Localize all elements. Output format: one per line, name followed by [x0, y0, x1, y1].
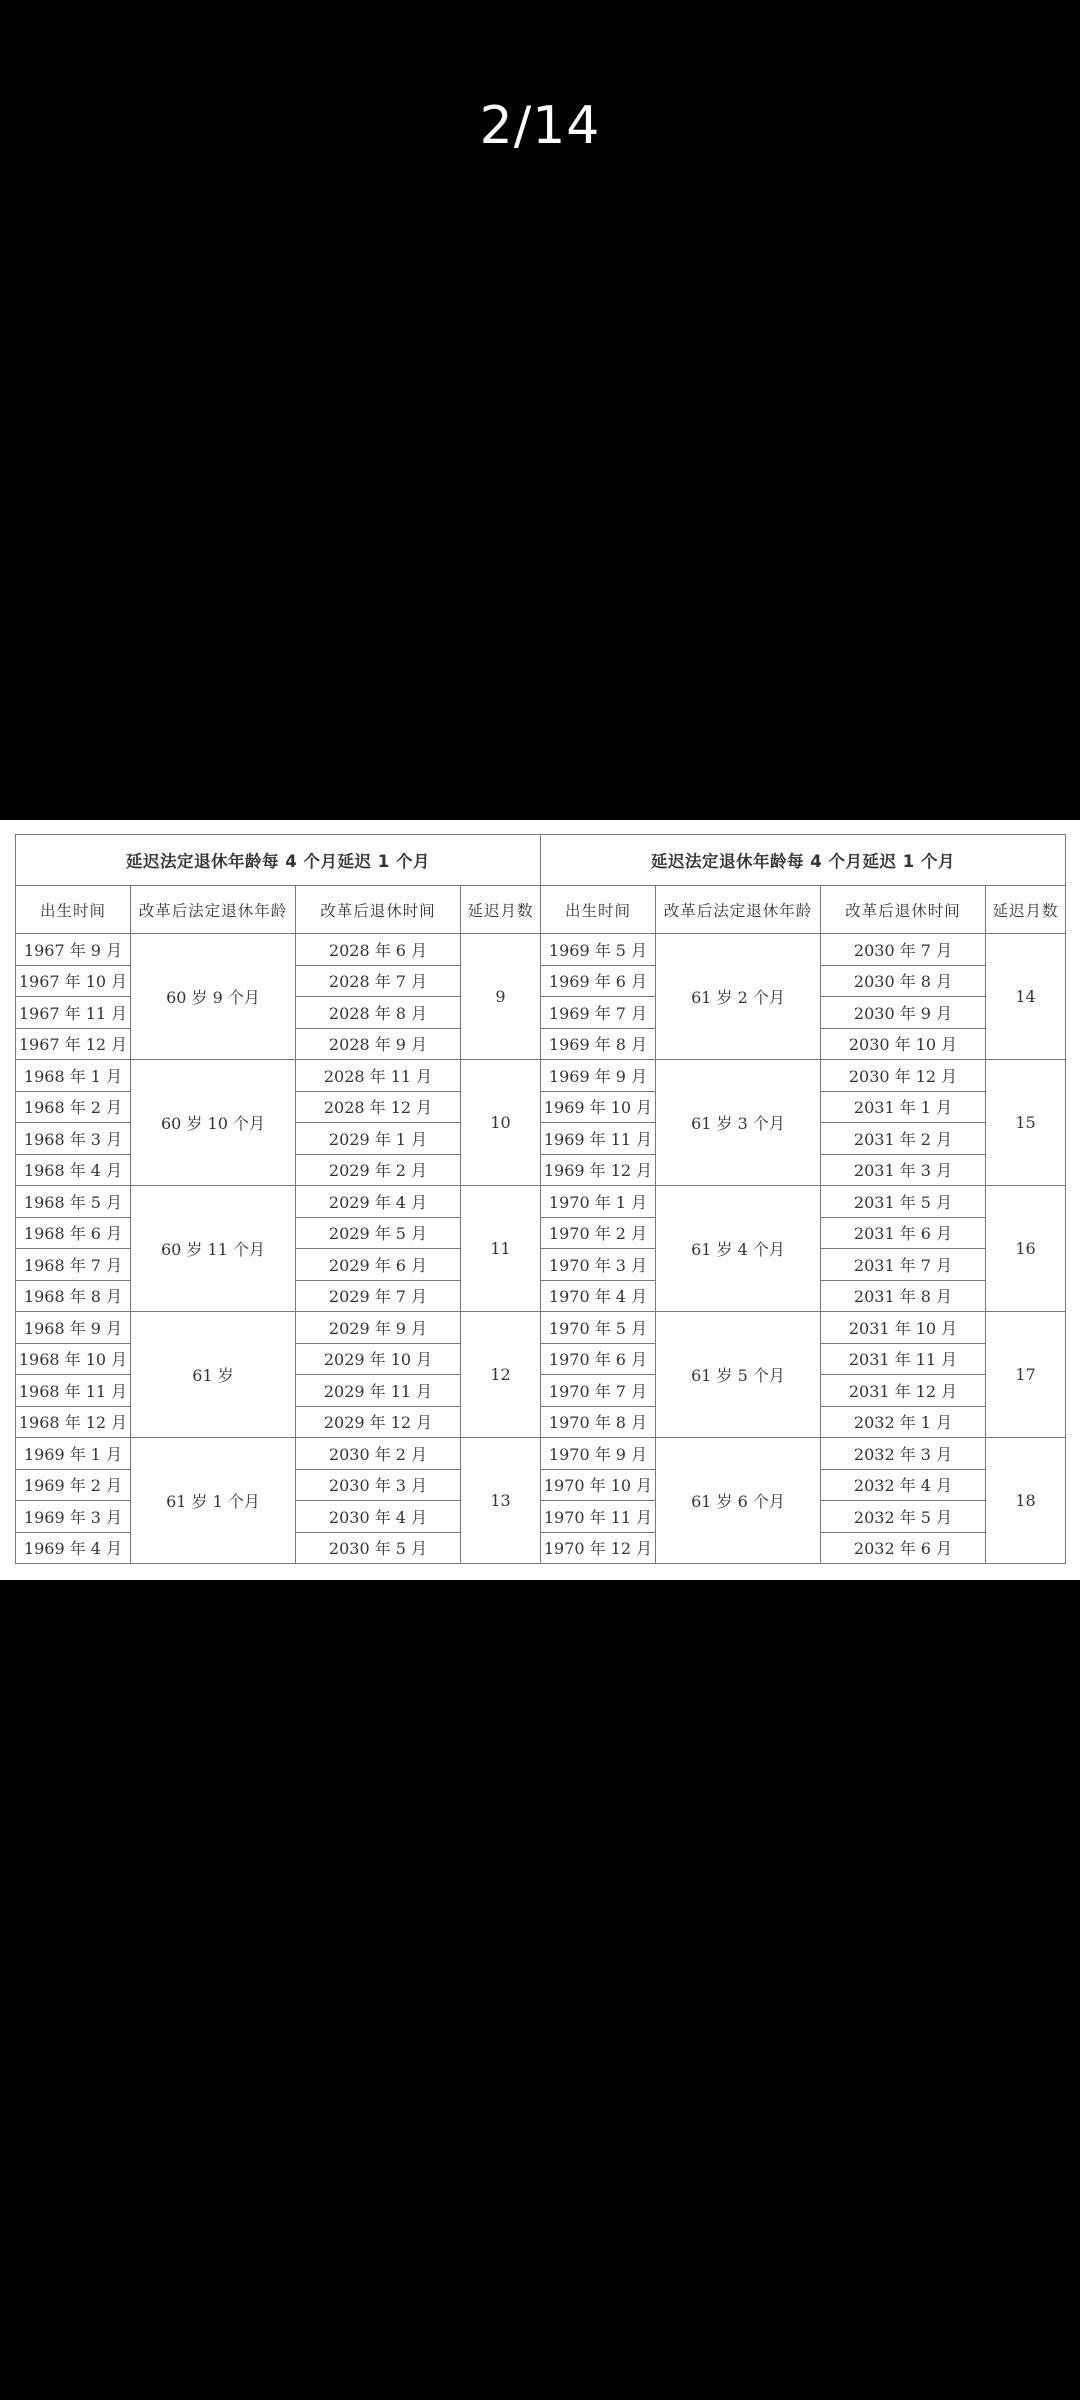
column-header: 延迟月数	[461, 886, 541, 934]
birth-date-cell: 1970 年 11 月	[541, 1501, 656, 1533]
retirement-age-cell: 61 岁 1 个月	[131, 1438, 296, 1564]
retirement-date-cell: 2028 年 9 月	[296, 1028, 461, 1060]
title-row	[541, 835, 1066, 886]
retirement-date-cell: 2029 年 1 月	[296, 1123, 461, 1155]
birth-date-cell: 1969 年 4 月	[16, 1532, 131, 1564]
birth-date-cell: 1970 年 1 月	[541, 1186, 656, 1218]
delay-months-cell: 18	[986, 1438, 1066, 1564]
column-header: 改革后退休时间	[821, 886, 986, 934]
birth-date-cell: 1969 年 8 月	[541, 1028, 656, 1060]
delay-months-cell: 17	[986, 1312, 1066, 1438]
birth-date-cell: 1970 年 12 月	[541, 1532, 656, 1564]
retirement-date-cell: 2031 年 2 月	[821, 1123, 986, 1155]
birth-date-cell: 1968 年 5 月	[16, 1186, 131, 1218]
delay-months-cell: 16	[986, 1186, 1066, 1312]
table-row	[16, 1312, 541, 1344]
retirement-date-cell: 2029 年 10 月	[296, 1343, 461, 1375]
retirement-date-cell: 2031 年 3 月	[821, 1154, 986, 1186]
retirement-age-cell: 60 岁 9 个月	[131, 934, 296, 1060]
table-row	[541, 934, 1066, 966]
column-header: 改革后法定退休年龄	[656, 886, 821, 934]
retirement-date-cell: 2029 年 4 月	[296, 1186, 461, 1218]
birth-date-cell: 1969 年 12 月	[541, 1154, 656, 1186]
delay-months-cell: 13	[461, 1438, 541, 1564]
retirement-date-cell: 2029 年 5 月	[296, 1217, 461, 1249]
table-row	[16, 1438, 541, 1470]
birth-date-cell: 1969 年 6 月	[541, 965, 656, 997]
birth-date-cell: 1970 年 10 月	[541, 1469, 656, 1501]
birth-date-cell: 1968 年 8 月	[16, 1280, 131, 1312]
birth-date-cell: 1970 年 5 月	[541, 1312, 656, 1344]
retirement-date-cell: 2031 年 12 月	[821, 1375, 986, 1407]
retirement-date-cell: 2030 年 8 月	[821, 965, 986, 997]
retirement-date-cell: 2031 年 6 月	[821, 1217, 986, 1249]
page-counter: 2/14	[479, 96, 601, 156]
retirement-date-cell: 2029 年 7 月	[296, 1280, 461, 1312]
retirement-age-cell: 61 岁 6 个月	[656, 1438, 821, 1564]
birth-date-cell: 1967 年 12 月	[16, 1028, 131, 1060]
retirement-table-left	[15, 834, 541, 1564]
retirement-date-cell: 2030 年 2 月	[296, 1438, 461, 1470]
column-header: 出生时间	[541, 886, 656, 934]
retirement-table-right	[540, 834, 1066, 1564]
delay-months-cell: 11	[461, 1186, 541, 1312]
retirement-date-cell: 2031 年 8 月	[821, 1280, 986, 1312]
image-viewer-photo[interactable]	[0, 820, 1080, 1580]
retirement-age-cell: 60 岁 10 个月	[131, 1060, 296, 1186]
table-row	[541, 1060, 1066, 1092]
birth-date-cell: 1969 年 3 月	[16, 1501, 131, 1533]
birth-date-cell: 1967 年 10 月	[16, 965, 131, 997]
retirement-tables	[15, 834, 1065, 1568]
retirement-date-cell: 2030 年 5 月	[296, 1532, 461, 1564]
column-header: 改革后法定退休年龄	[131, 886, 296, 934]
retirement-date-cell: 2028 年 7 月	[296, 965, 461, 997]
retirement-age-cell: 61 岁 5 个月	[656, 1312, 821, 1438]
table-row	[541, 1438, 1066, 1470]
birth-date-cell: 1968 年 6 月	[16, 1217, 131, 1249]
birth-date-cell: 1969 年 7 月	[541, 997, 656, 1029]
retirement-date-cell: 2030 年 3 月	[296, 1469, 461, 1501]
retirement-date-cell: 2032 年 4 月	[821, 1469, 986, 1501]
retirement-date-cell: 2032 年 3 月	[821, 1438, 986, 1470]
table-row	[16, 1060, 541, 1092]
retirement-date-cell: 2029 年 9 月	[296, 1312, 461, 1344]
retirement-age-cell: 61 岁 2 个月	[656, 934, 821, 1060]
retirement-date-cell: 2031 年 11 月	[821, 1343, 986, 1375]
retirement-age-cell: 61 岁 3 个月	[656, 1060, 821, 1186]
delay-months-cell: 15	[986, 1060, 1066, 1186]
retirement-date-cell: 2028 年 8 月	[296, 997, 461, 1029]
column-header: 改革后退休时间	[296, 886, 461, 934]
table-title: 延迟法定退休年龄每 4 个月延迟 1 个月	[16, 835, 541, 886]
retirement-date-cell: 2030 年 9 月	[821, 997, 986, 1029]
birth-date-cell: 1968 年 7 月	[16, 1249, 131, 1281]
birth-date-cell: 1968 年 2 月	[16, 1091, 131, 1123]
delay-months-cell: 12	[461, 1312, 541, 1438]
retirement-date-cell: 2029 年 11 月	[296, 1375, 461, 1407]
birth-date-cell: 1967 年 9 月	[16, 934, 131, 966]
table-row	[16, 934, 541, 966]
header-row	[541, 886, 1066, 934]
retirement-date-cell: 2029 年 6 月	[296, 1249, 461, 1281]
header-row	[16, 886, 541, 934]
birth-date-cell: 1970 年 8 月	[541, 1406, 656, 1438]
retirement-date-cell: 2030 年 12 月	[821, 1060, 986, 1092]
retirement-age-cell: 61 岁 4 个月	[656, 1186, 821, 1312]
birth-date-cell: 1968 年 11 月	[16, 1375, 131, 1407]
title-row	[16, 835, 541, 886]
retirement-age-cell: 60 岁 11 个月	[131, 1186, 296, 1312]
retirement-date-cell: 2030 年 10 月	[821, 1028, 986, 1060]
birth-date-cell: 1967 年 11 月	[16, 997, 131, 1029]
delay-months-cell: 9	[461, 934, 541, 1060]
delay-months-cell: 10	[461, 1060, 541, 1186]
retirement-date-cell: 2031 年 1 月	[821, 1091, 986, 1123]
birth-date-cell: 1969 年 11 月	[541, 1123, 656, 1155]
retirement-date-cell: 2028 年 6 月	[296, 934, 461, 966]
table-row	[541, 1186, 1066, 1218]
birth-date-cell: 1970 年 6 月	[541, 1343, 656, 1375]
column-header: 出生时间	[16, 886, 131, 934]
retirement-date-cell: 2028 年 12 月	[296, 1091, 461, 1123]
table-row	[16, 1186, 541, 1218]
birth-date-cell: 1970 年 9 月	[541, 1438, 656, 1470]
birth-date-cell: 1968 年 12 月	[16, 1406, 131, 1438]
birth-date-cell: 1970 年 2 月	[541, 1217, 656, 1249]
retirement-date-cell: 2032 年 5 月	[821, 1501, 986, 1533]
retirement-date-cell: 2032 年 6 月	[821, 1532, 986, 1564]
birth-date-cell: 1968 年 4 月	[16, 1154, 131, 1186]
retirement-date-cell: 2030 年 4 月	[296, 1501, 461, 1533]
birth-date-cell: 1968 年 1 月	[16, 1060, 131, 1092]
retirement-date-cell: 2031 年 10 月	[821, 1312, 986, 1344]
birth-date-cell: 1969 年 10 月	[541, 1091, 656, 1123]
birth-date-cell: 1968 年 10 月	[16, 1343, 131, 1375]
retirement-date-cell: 2028 年 11 月	[296, 1060, 461, 1092]
retirement-date-cell: 2029 年 2 月	[296, 1154, 461, 1186]
column-header: 延迟月数	[986, 886, 1066, 934]
birth-date-cell: 1968 年 9 月	[16, 1312, 131, 1344]
table-row	[541, 1312, 1066, 1344]
birth-date-cell: 1969 年 2 月	[16, 1469, 131, 1501]
birth-date-cell: 1969 年 5 月	[541, 934, 656, 966]
retirement-date-cell: 2031 年 7 月	[821, 1249, 986, 1281]
birth-date-cell: 1969 年 1 月	[16, 1438, 131, 1470]
retirement-date-cell: 2031 年 5 月	[821, 1186, 986, 1218]
birth-date-cell: 1969 年 9 月	[541, 1060, 656, 1092]
delay-months-cell: 14	[986, 934, 1066, 1060]
retirement-date-cell: 2032 年 1 月	[821, 1406, 986, 1438]
birth-date-cell: 1970 年 3 月	[541, 1249, 656, 1281]
birth-date-cell: 1970 年 7 月	[541, 1375, 656, 1407]
table-title: 延迟法定退休年龄每 4 个月延迟 1 个月	[541, 835, 1066, 886]
retirement-date-cell: 2030 年 7 月	[821, 934, 986, 966]
birth-date-cell: 1968 年 3 月	[16, 1123, 131, 1155]
retirement-age-cell: 61 岁	[131, 1312, 296, 1438]
birth-date-cell: 1970 年 4 月	[541, 1280, 656, 1312]
retirement-date-cell: 2029 年 12 月	[296, 1406, 461, 1438]
